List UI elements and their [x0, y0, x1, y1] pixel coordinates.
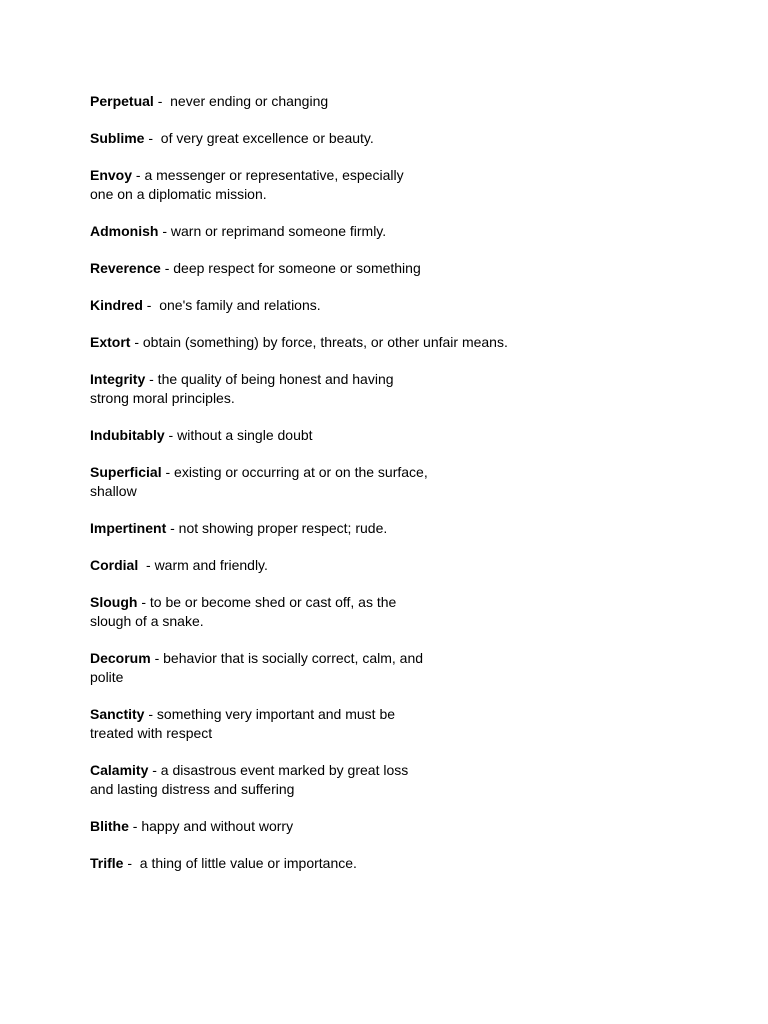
vocab-definition: - warn or reprimand someone firmly.	[158, 223, 387, 239]
vocab-definition: - to be or become shed or cast off, as the	[137, 594, 397, 610]
vocab-entry-envoy	[90, 166, 530, 204]
vocab-entry-sublime	[90, 129, 530, 148]
vocab-term: Impertinent	[90, 520, 167, 536]
vocab-definition-continued: one on a diplomatic mission.	[90, 186, 267, 202]
vocab-definition-continued: strong moral principles.	[90, 390, 235, 406]
vocab-definition: - one's family and relations.	[142, 297, 321, 313]
vocab-entry-sanctity	[90, 705, 530, 743]
entry-line	[90, 593, 530, 612]
entry-line	[90, 426, 530, 445]
entry-line	[90, 370, 530, 389]
vocab-term: Calamity	[90, 762, 149, 778]
entry-line	[90, 519, 530, 538]
vocab-entry-calamity	[90, 761, 530, 799]
vocab-definition: - behavior that is socially correct, calm, and	[150, 650, 424, 666]
vocab-entry-extort	[90, 333, 530, 352]
vocab-term: Superficial	[90, 464, 162, 480]
vocab-term: Trifle	[90, 855, 124, 871]
entry-line	[90, 556, 530, 575]
entry-line	[90, 724, 530, 743]
vocab-definition: - the quality of being honest and having	[145, 371, 394, 387]
vocab-term: Sanctity	[90, 706, 145, 722]
vocab-term: Blithe	[90, 818, 129, 834]
vocab-term: Slough	[90, 594, 138, 610]
vocab-entry-superficial	[90, 463, 530, 501]
vocab-entry-indubitably	[90, 426, 530, 445]
entry-line	[90, 612, 530, 631]
entry-line	[90, 780, 530, 799]
entry-line	[90, 761, 530, 780]
vocab-definition: - a messenger or representative, especially	[132, 167, 404, 183]
vocab-entry-kindred	[90, 296, 530, 315]
vocab-term: Cordial	[90, 557, 139, 573]
entry-line	[90, 333, 530, 352]
vocab-entry-perpetual	[90, 92, 530, 111]
entry-line	[90, 854, 530, 873]
entry-line	[90, 92, 530, 111]
entry-line	[90, 259, 530, 278]
entry-line	[90, 389, 530, 408]
vocab-entry-impertinent	[90, 519, 530, 538]
vocab-entry-reverence	[90, 259, 530, 278]
vocab-term: Perpetual	[90, 93, 154, 109]
vocab-definition-continued: polite	[90, 669, 124, 685]
vocab-definition: - warm and friendly.	[138, 557, 268, 573]
vocab-term: Kindred	[90, 297, 143, 313]
entry-line	[90, 649, 530, 668]
vocab-definition-continued: treated with respect	[90, 725, 213, 741]
vocab-definition: - not showing proper respect; rude.	[166, 520, 388, 536]
vocab-entry-integrity	[90, 370, 530, 408]
vocab-term: Indubitably	[90, 427, 165, 443]
vocab-term: Admonish	[90, 223, 159, 239]
vocab-entry-admonish	[90, 222, 530, 241]
entry-line	[90, 296, 530, 315]
entry-line	[90, 705, 530, 724]
vocab-definition: - obtain (something) by force, threats, or other unfair means.	[130, 334, 508, 350]
entry-line	[90, 129, 530, 148]
vocab-term: Reverence	[90, 260, 161, 276]
vocab-definition: - without a single doubt	[164, 427, 313, 443]
vocab-term: Sublime	[90, 130, 145, 146]
vocab-definition-continued: shallow	[90, 483, 137, 499]
vocab-term: Extort	[90, 334, 131, 350]
vocab-entry-blithe	[90, 817, 530, 836]
vocab-definition: - happy and without worry	[128, 818, 294, 834]
vocab-definition: - something very important and must be	[144, 706, 396, 722]
vocab-definition: - a thing of little value or importance.	[123, 855, 357, 871]
entry-line	[90, 482, 530, 501]
vocab-definition: - never ending or changing	[153, 93, 329, 109]
vocab-definition: - of very great excellence or beauty.	[144, 130, 374, 146]
vocab-definition: - deep respect for someone or something	[160, 260, 421, 276]
entry-line	[90, 222, 530, 241]
vocab-term: Integrity	[90, 371, 146, 387]
vocab-entry-decorum	[90, 649, 530, 687]
vocab-entry-cordial	[90, 556, 530, 575]
vocabulary-list	[90, 92, 530, 891]
entry-line	[90, 817, 530, 836]
vocab-term: Decorum	[90, 650, 151, 666]
entry-line	[90, 463, 530, 482]
vocab-entry-slough	[90, 593, 530, 631]
vocab-entry-trifle	[90, 854, 530, 873]
entry-line	[90, 166, 530, 185]
entry-line	[90, 668, 530, 687]
vocab-definition-continued: slough of a snake.	[90, 613, 204, 629]
vocab-definition-continued: and lasting distress and suffering	[90, 781, 295, 797]
vocab-definition: - existing or occurring at or on the surface,	[161, 464, 428, 480]
entry-line	[90, 185, 530, 204]
vocab-definition: - a disastrous event marked by great loss	[148, 762, 409, 778]
vocab-term: Envoy	[90, 167, 133, 183]
